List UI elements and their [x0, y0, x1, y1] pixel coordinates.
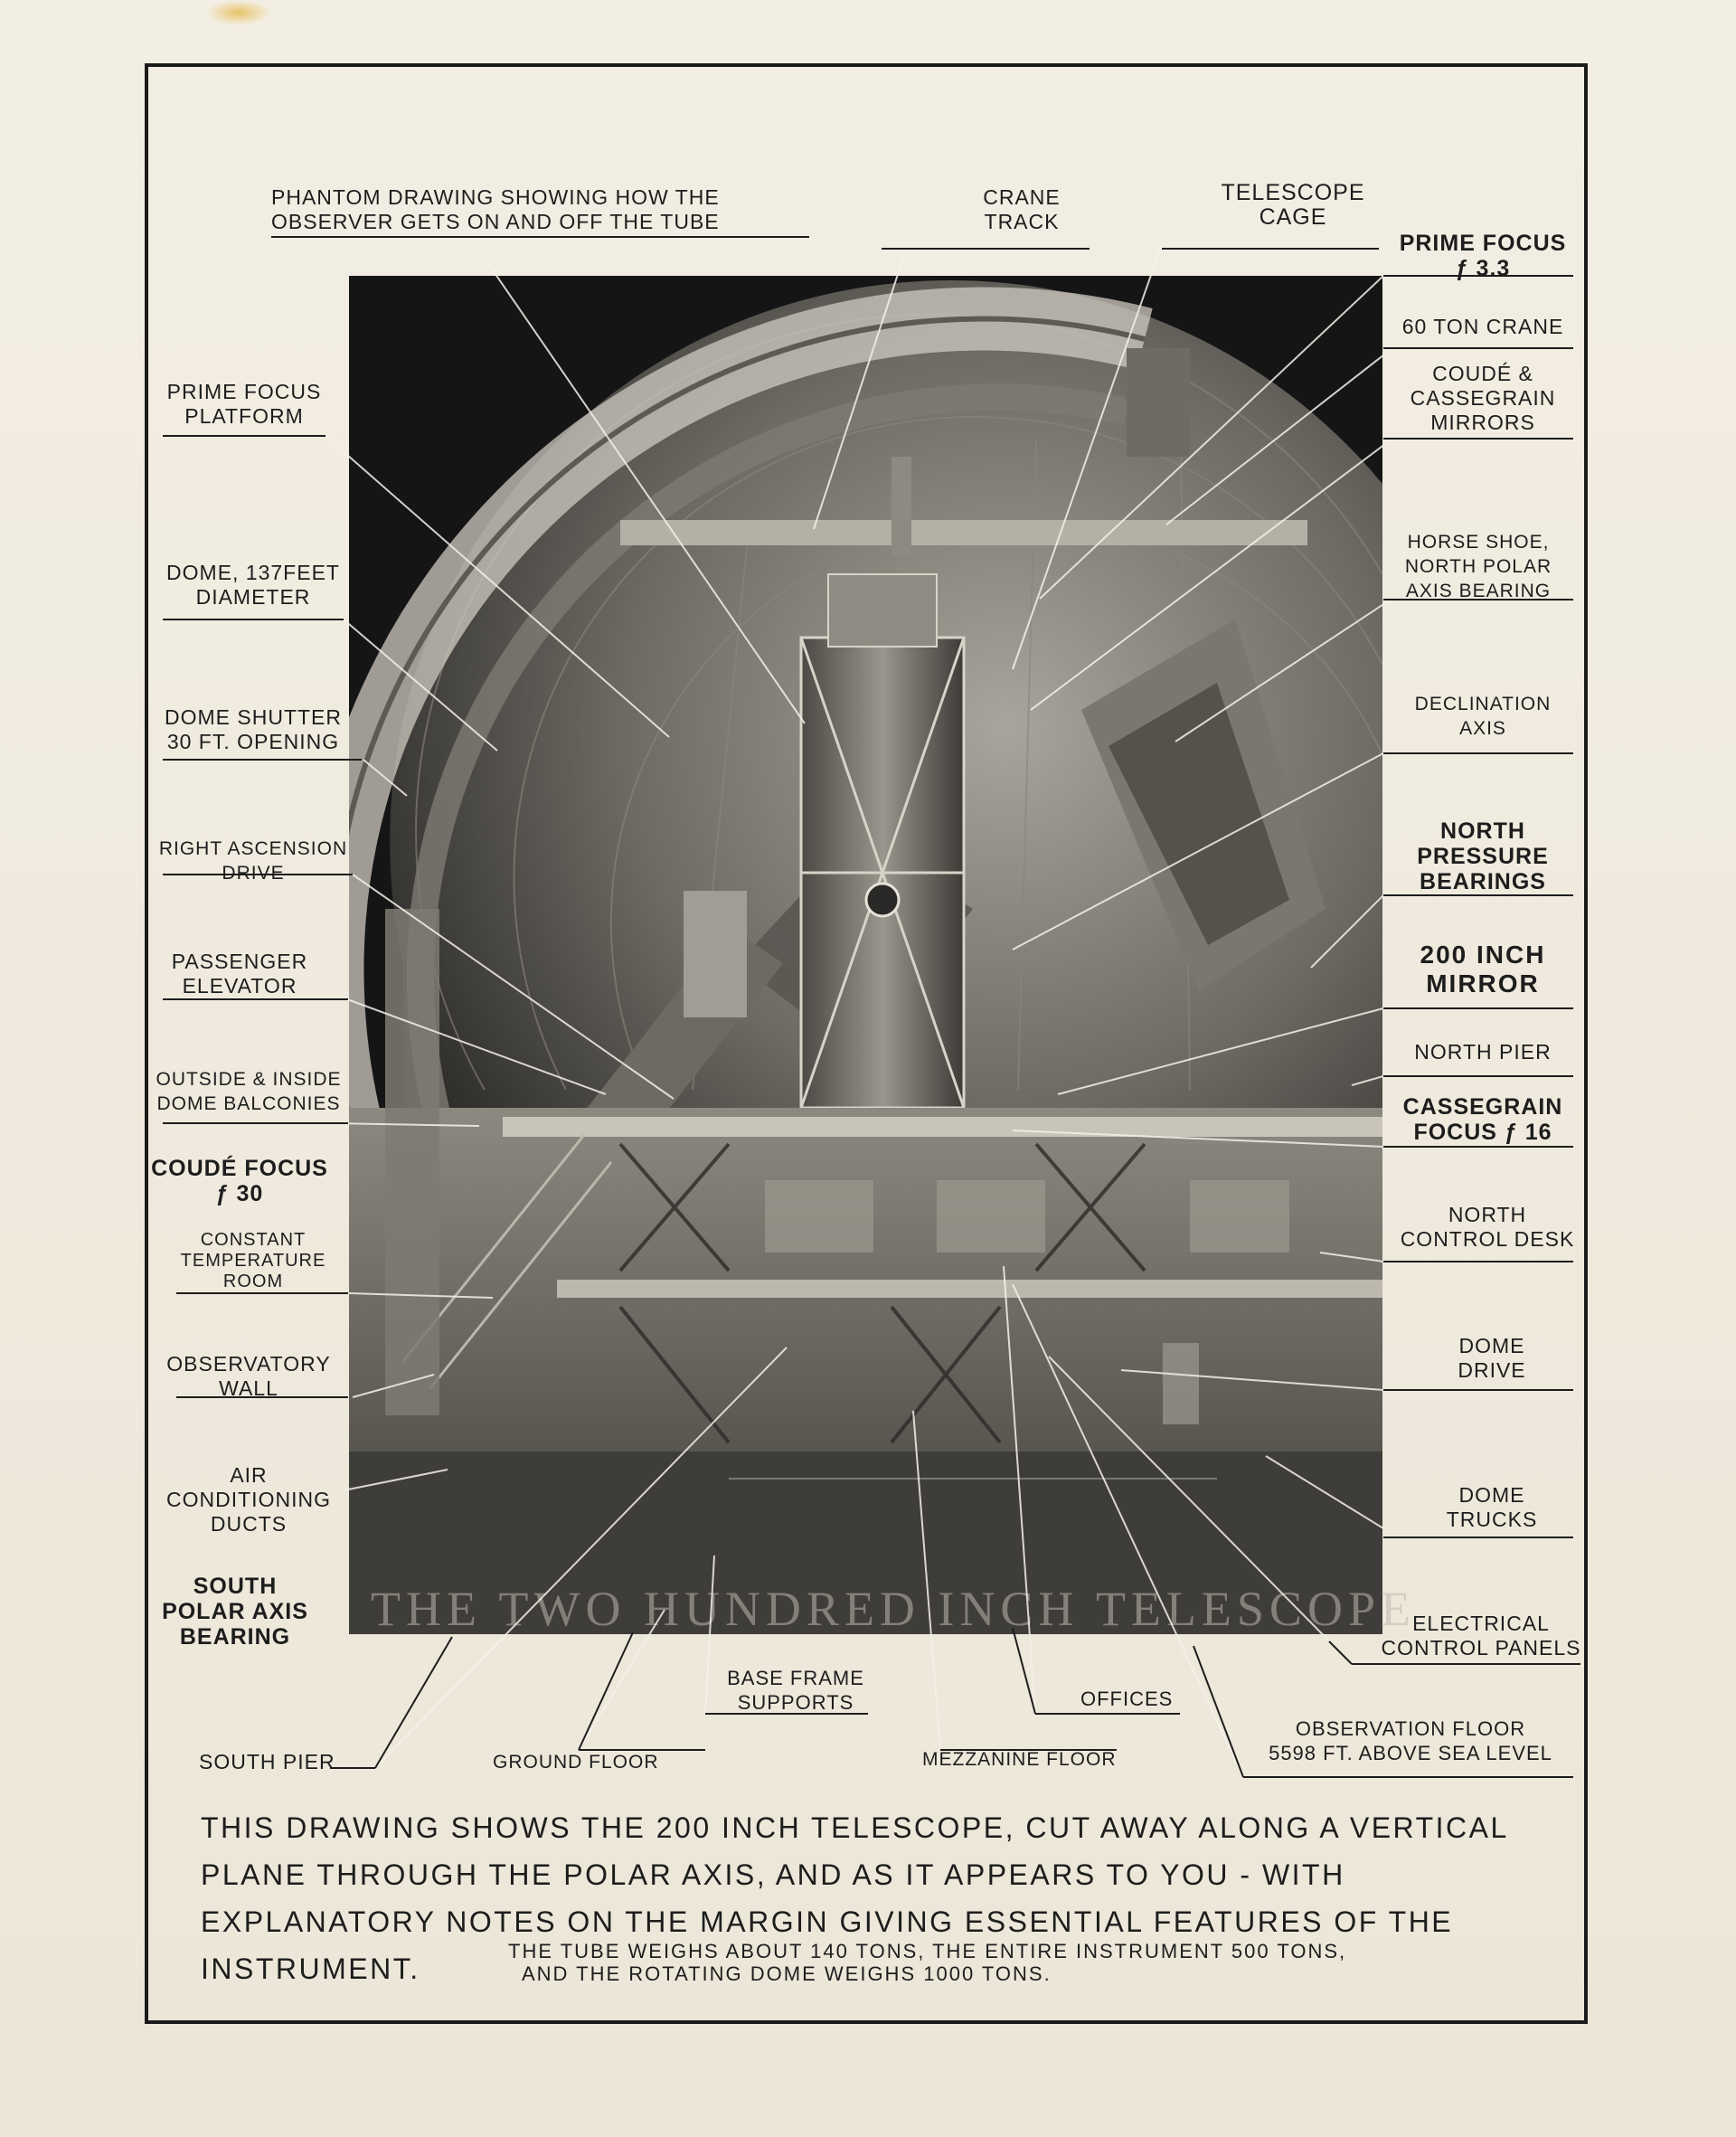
label-coude-focus: COUDÉ FOCUS ƒ 30 [151, 1156, 328, 1206]
caption-block [201, 1804, 1557, 1992]
label-north-control-desk: NORTH CONTROL DESK [1400, 1203, 1575, 1251]
caption-line-1: THIS DRAWING SHOWS THE 200 INCH TELESCOPE, CUT AWAY ALONG A VERTICAL [201, 1811, 1509, 1844]
label-60-ton-crane: 60 TON CRANE [1401, 315, 1564, 338]
label-prime-focus-platform: PRIME FOCUS PLATFORM [166, 380, 322, 428]
label-cassegrain-focus: CASSEGRAIN FOCUS ƒ 16 [1402, 1094, 1563, 1145]
caption-line-4: INSTRUMENT. [201, 1953, 420, 1985]
label-observatory-wall: OBSERVATORY WALL [166, 1352, 331, 1400]
telescope-cutaway-drawing [349, 276, 1382, 1634]
label-right-ascension-drive: RIGHT ASCENSION DRIVE [158, 838, 348, 884]
label-south-pier: SOUTH PIER [199, 1750, 335, 1773]
label-dome-diameter: DOME, 137FEET DIAMETER [166, 561, 340, 609]
label-200-inch-mirror: 200 INCH MIRROR [1420, 941, 1546, 998]
caption-line-3: EXPLANATORY NOTES ON THE MARGIN GIVING ESSENTIAL FEATURES OF THE [201, 1905, 1454, 1938]
label-telescope-cage: TELESCOPE CAGE [1221, 180, 1365, 230]
label-dome-shutter: DOME SHUTTER 30 FT. OPENING [165, 705, 342, 753]
drawing-title-watermark: THE TWO HUNDRED INCH TELESCOPE [371, 1582, 1416, 1636]
label-prime-focus: PRIME FOCUS ƒ 3.3 [1399, 231, 1567, 281]
label-coude-cassegrain-mirrors: COUDÉ & CASSEGRAIN MIRRORS [1410, 362, 1556, 434]
label-dome-trucks: DOME TRUCKS [1446, 1483, 1538, 1531]
caption-line-2: PLANE THROUGH THE POLAR AXIS, AND AS IT APPEARS TO YOU - WITH [201, 1858, 1345, 1891]
label-dome-drive: DOME DRIVE [1458, 1334, 1526, 1382]
label-declination-axis: DECLINATION AXIS [1414, 694, 1552, 739]
label-electrical-control-panels: ELECTRICAL CONTROL PANELS [1381, 1612, 1581, 1659]
label-south-polar-axis-bearing: SOUTH POLAR AXIS BEARING [162, 1574, 308, 1650]
label-dome-balconies: OUTSIDE & INSIDE DOME BALCONIES [156, 1069, 342, 1114]
label-horse-shoe-bearing: HORSE SHOE, NORTH POLAR AXIS BEARING [1404, 532, 1552, 601]
label-north-pressure-bearings: NORTH PRESSURE BEARINGS [1417, 818, 1549, 894]
caption-note-2: AND THE ROTATING DOME WEIGHS 1000 TONS. [522, 1962, 1052, 1985]
label-air-conditioning-ducts: AIR CONDITIONING DUCTS [166, 1463, 331, 1536]
label-phantom-drawing: PHANTOM DRAWING SHOWING HOW THE OBSERVER GETS ON AND OFF THE TUBE [271, 185, 720, 233]
label-mezzanine-floor: MEZZANINE FLOOR [922, 1749, 1117, 1770]
drawing-illustration [349, 276, 1382, 1634]
label-observation-floor: OBSERVATION FLOOR 5598 FT. ABOVE SEA LEVEL [1269, 1717, 1552, 1764]
label-north-pier: NORTH PIER [1414, 1040, 1552, 1064]
label-base-frame-supports: BASE FRAME SUPPORTS [727, 1667, 864, 1714]
label-passenger-elevator: PASSENGER ELEVATOR [171, 950, 308, 998]
label-crane-track: CRANE TRACK [983, 185, 1061, 233]
label-offices: OFFICES [1080, 1688, 1174, 1710]
label-constant-temperature-room: CONSTANT TEMPERATURE ROOM [180, 1230, 326, 1291]
caption-note-1: THE TUBE WEIGHS ABOUT 140 TONS, THE ENTIRE INSTRUMENT 500 TONS, [508, 1940, 1347, 1962]
paper-stain [206, 0, 271, 25]
label-ground-floor: GROUND FLOOR [493, 1752, 659, 1773]
